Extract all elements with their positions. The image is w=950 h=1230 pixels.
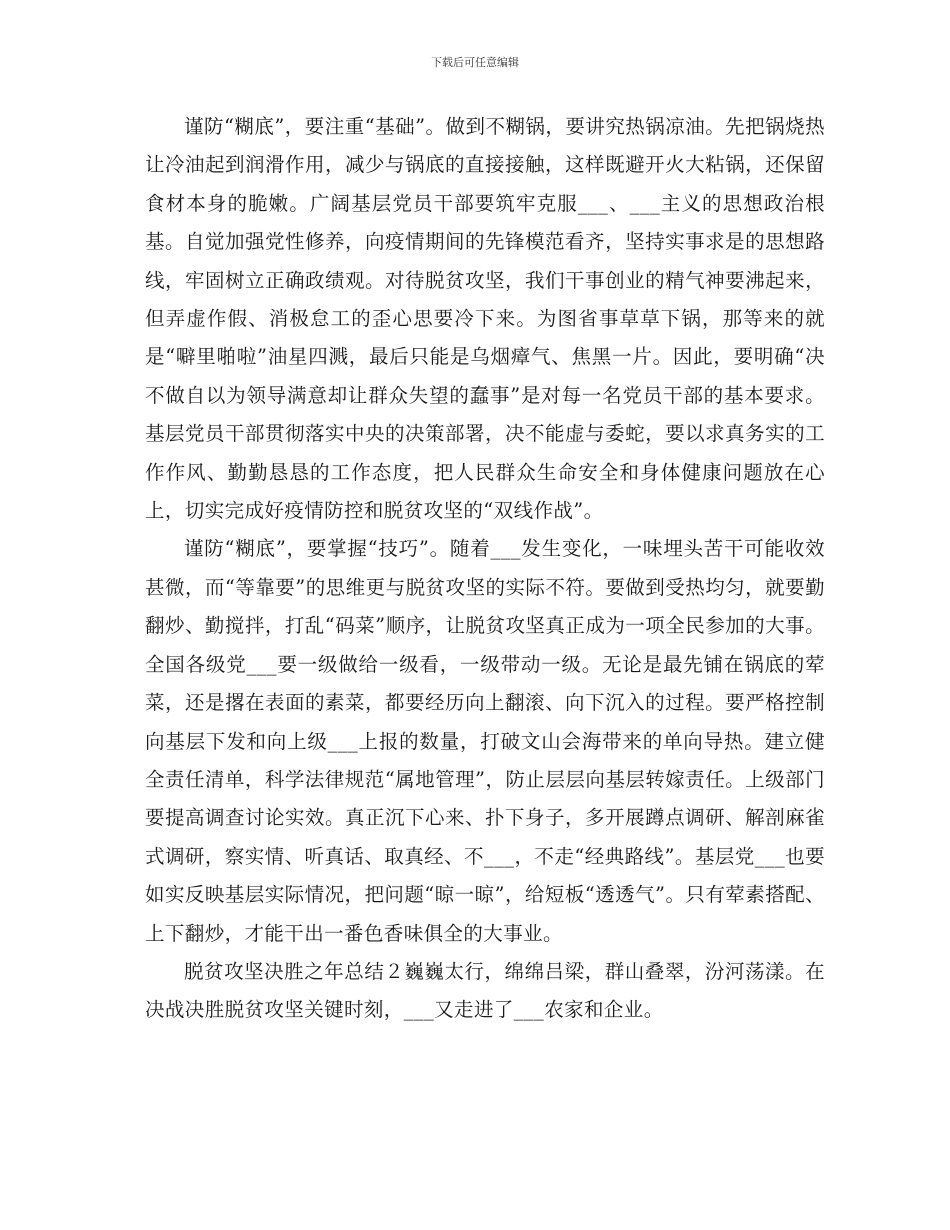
paragraph-summary-intro: 脱贫攻坚决胜之年总结２巍巍太行，绵绵吕梁，群山叠翠，汾河荡漾。在决战决胜脱贫攻坚关键时刻，___又走进了___农家和企业。 [145, 959, 825, 1022]
document-body [145, 108, 825, 1030]
paragraph-prevent-burnt-skills: 谨防“糊底”，要掌握“技巧”。随着___发生变化，一味埋头苦干可能收效甚微，而“等靠要”的思维更与脱贫攻坚的实际不符。要做到受热均匀，就要勤翻炒、勤搅拌，打乱“码菜”顺序，让脱贫攻坚真正成为一项全民参加的大事。全国各级党___要一级做给一级看，一级带动一级。无论是最先铺在锅底的荤菜，还是撂在表面的素菜，都要经历向上翻滚、向下沉入的过程。要严格控制向基层下发和向上级___上报的数量，打破文山会海带来的单向导热。建立健全责任清单，科学法律规范“属地管理”，防止层层向基层转嫁责任。上级部门要提高调查讨论实效。真正沉下心来、扑下身子，多开展蹲点调研、解剖麻雀式调研，察实情、听真话、取真经、不___，不走“经典路线”。基层党___也要如实反映基层实际情况，把问题“晾一晾”，给短板“透透气”。只有荤素搭配、上下翻炒，才能干出一番色香味俱全的大事业。 [145, 537, 825, 945]
page-header-note: 下载后可任意编辑 [431, 56, 519, 69]
paragraph-prevent-burnt-basics: 谨防“糊底”，要注重“基础”。做到不糊锅，要讲究热锅凉油。先把锅烧热让冷油起到润滑作用，减少与锅底的直接接触，这样既避开火大粘锅，还保留食材本身的脆嫩。广阔基层党员干部要筑牢克服___、___主义的思想政治根基。自觉加强党性修养，向疫情期间的先锋模范看齐，坚持实事求是的思想路线，牢固树立正确政绩观。对待脱贫攻坚，我们干事创业的精气神要沸起来，但弄虚作假、消极怠工的歪心思要冷下来。为图省事草草下锅，那等来的就是“噼里啪啦”油星四溅，最后只能是乌烟瘴气、焦黑一片。因此，要明确“决不做自以为领导满意却让群众失望的蠢事”是对每一名党员干部的基本要求。基层党员干部贯彻落实中央的决策部署，决不能虚与委蛇，要以求真务实的工作作风、勤勤恳恳的工作态度，把人民群众生命安全和身体健康问题放在心上，切实完成好疫情防控和脱贫攻坚的“双线作战”。 [145, 115, 825, 523]
